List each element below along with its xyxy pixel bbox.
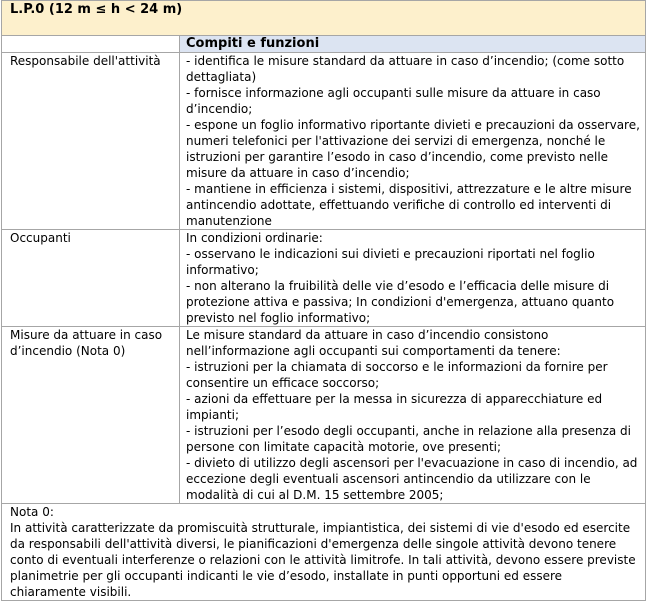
lp0-table (1, 0, 646, 601)
row-content-text: In condizioni ordinarie: - osservano le indicazioni sui divieti e precauzioni riportati nel foglio informativo; - non alterano la fruibilità delle vie d’esodo e l’efficacia delle misure di protezione attiva e passiva; In condizioni d'emergenza, attuano quanto previsto nel foglio informativo; (186, 231, 615, 325)
header-row (2, 36, 646, 53)
note-heading: Nota 0: (10, 505, 54, 519)
table-row (2, 327, 646, 504)
row-content-text: Le misure standard da attuare in caso d’incendio consistono nell’informazione agli occupanti sui comportamenti da tenere: - istruzioni per la chiamata di soccorso e le informazioni da fornire per consentire un efficace soccorso; - azioni da effettuare per la messa in sicurezza di apparecchiature ed impianti; - istruzioni per l’esodo degli occupanti, anche in relazione alla presenza di persone con limitate capacità motorie, ove presenti; - divieto di utilizzo degli ascensori per l'evacuazione in caso di incendio, ad eccezione degli eventuali ascensori antincendio da utilizzare con le modalità di cui al D.M. 15 settembre 2005; (186, 328, 638, 502)
note-text: In attività caratterizzate da promiscuità strutturale, impiantistica, dei sistemi di vie d'esodo ed esercite da responsabili dell'attività diversi, le pianificazioni d'emergenza delle singole attività devono tenere conto di eventuali interferenze o relazioni con le attività limitrofe. In tali attività, devono essere previste planimetrie per gli occupanti indicanti le vie d’esodo, installate in punti opportuni ed essere chiaramente visibili. (10, 521, 636, 599)
row-label-text: Occupanti (10, 231, 71, 245)
row-content-text: - identifica le misure standard da attuare in caso d’incendio; (come sotto dettagliata) - fornisce informazione agli occupanti sulle misure da attuare in caso d’incendio; - espone un foglio informativo riportante divieti e precauzioni da osservare, numeri telefonici per l'attivazione dei servizi di emergenza, nonché le istruzioni per garantire l’esodo in caso d’incendio, come previsto nelle misure da attuare in caso d’incendio; - mantiene in efficienza i sistemi, dispositivi, attrezzature e le altre misure antincendio adottate, effettuando verifiche di controllo ed interventi di manutenzione (186, 54, 640, 228)
table-title: L.P.0 (12 m ≤ h < 24 m) (2, 1, 646, 36)
column-header: Compiti e funzioni (180, 36, 646, 53)
table-row (2, 230, 646, 327)
row-label-text: Responsabile dell'attività (10, 54, 161, 68)
note-row (2, 504, 646, 601)
row-label (2, 230, 180, 327)
note-cell (2, 504, 646, 601)
row-content (180, 230, 646, 327)
row-content (180, 53, 646, 230)
row-label-text: Misure da attuare in caso d’incendio (Nota 0) (10, 328, 163, 358)
title-row (2, 1, 646, 36)
table-row (2, 53, 646, 230)
header-blank-cell (2, 36, 180, 53)
row-label (2, 327, 180, 504)
row-label (2, 53, 180, 230)
row-content (180, 327, 646, 504)
